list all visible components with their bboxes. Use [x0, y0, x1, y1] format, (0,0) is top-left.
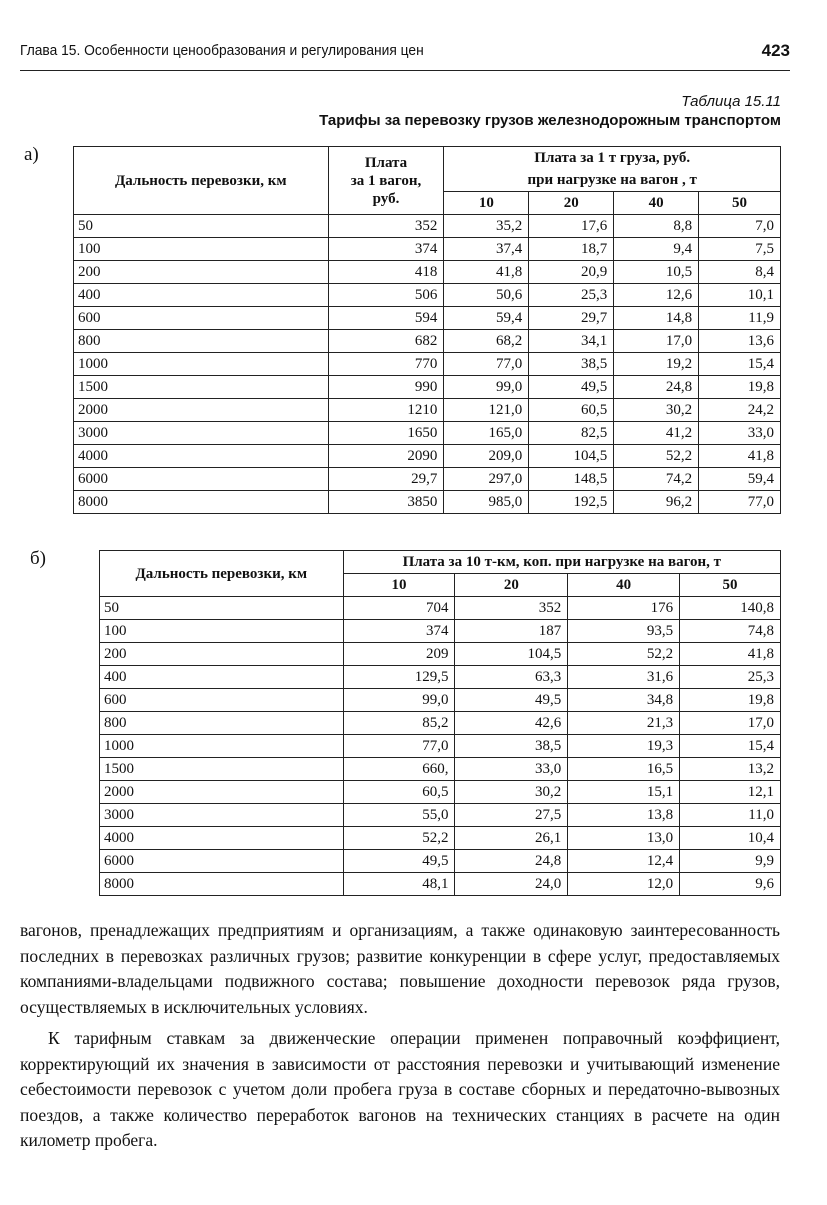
table-a-header-ton-line2: при нагрузке на вагон , т [444, 169, 781, 192]
table-b [99, 550, 781, 896]
table-cell-value: 594 [328, 307, 444, 330]
table-cell-value: 29,7 [328, 468, 444, 491]
table-cell-value: 27,5 [455, 804, 568, 827]
table-a-header-wagon-line2: за 1 вагон, [350, 172, 422, 189]
table-cell-distance: 8000 [100, 873, 344, 896]
table-cell-value: 15,4 [680, 735, 781, 758]
table-cell-value: 8,8 [614, 215, 699, 238]
table-cell-distance: 6000 [100, 850, 344, 873]
body-text [20, 918, 780, 1154]
table-cell-value: 96,2 [614, 491, 699, 514]
table-cell-distance: 600 [100, 689, 344, 712]
table-row [74, 491, 781, 514]
table-cell-distance: 4000 [100, 827, 344, 850]
table-cell-value: 9,6 [680, 873, 781, 896]
chapter-title: Глава 15. Особенности ценообразования и регулирования цен [20, 42, 424, 59]
table-cell-value: 41,8 [444, 261, 529, 284]
table-row [100, 735, 781, 758]
table-cell-value: 68,2 [444, 330, 529, 353]
table-cell-distance: 400 [100, 666, 344, 689]
table-cell-value: 29,7 [529, 307, 614, 330]
table-cell-value: 35,2 [444, 215, 529, 238]
table-cell-value: 985,0 [444, 491, 529, 514]
table-row [74, 330, 781, 353]
table-cell-value: 209 [343, 643, 455, 666]
table-cell-value: 10,4 [680, 827, 781, 850]
table-cell-value: 14,8 [614, 307, 699, 330]
table-cell-value: 17,0 [680, 712, 781, 735]
table-cell-distance: 400 [74, 284, 329, 307]
table-cell-value: 33,0 [699, 422, 781, 445]
table-cell-distance: 3000 [74, 422, 329, 445]
page-number: 423 [761, 41, 790, 60]
table-cell-value: 1650 [328, 422, 444, 445]
table-cell-value: 74,8 [680, 620, 781, 643]
table-cell-value: 12,6 [614, 284, 699, 307]
table-b-marker: б) [30, 548, 46, 569]
table-a-load-50: 50 [699, 192, 781, 215]
table-cell-value: 18,7 [529, 238, 614, 261]
table-cell-value: 41,8 [699, 445, 781, 468]
table-a-header-wagon [328, 147, 444, 215]
table-a-body [74, 215, 781, 514]
table-cell-value: 129,5 [343, 666, 455, 689]
table-cell-distance: 1500 [74, 376, 329, 399]
table-cell-value: 49,5 [343, 850, 455, 873]
table-row [100, 850, 781, 873]
table-cell-value: 99,0 [444, 376, 529, 399]
table-row [74, 445, 781, 468]
table-title: Тарифы за перевозку грузов железнодорожным транспортом [319, 112, 781, 129]
table-cell-value: 10,5 [614, 261, 699, 284]
table-cell-value: 59,4 [699, 468, 781, 491]
table-cell-value: 704 [343, 597, 455, 620]
table-cell-value: 374 [328, 238, 444, 261]
table-cell-distance: 2000 [100, 781, 344, 804]
table-cell-value: 104,5 [455, 643, 568, 666]
table-b-header-distance: Дальность перевозки, км [100, 551, 344, 597]
table-cell-value: 30,2 [455, 781, 568, 804]
table-row [100, 804, 781, 827]
table-row [100, 620, 781, 643]
table-cell-value: 63,3 [455, 666, 568, 689]
table-cell-value: 13,8 [568, 804, 680, 827]
table-cell-value: 37,4 [444, 238, 529, 261]
table-cell-value: 60,5 [343, 781, 455, 804]
table-cell-value: 38,5 [455, 735, 568, 758]
table-cell-distance: 1000 [74, 353, 329, 376]
table-cell-value: 25,3 [680, 666, 781, 689]
table-cell-value: 49,5 [455, 689, 568, 712]
table-cell-value: 52,2 [343, 827, 455, 850]
table-row [74, 376, 781, 399]
table-cell-value: 26,1 [455, 827, 568, 850]
table-cell-value: 49,5 [529, 376, 614, 399]
table-b-load-10: 10 [343, 574, 455, 597]
table-row [100, 758, 781, 781]
table-cell-value: 660, [343, 758, 455, 781]
table-row [74, 215, 781, 238]
table-cell-value: 121,0 [444, 399, 529, 422]
table-cell-value: 682 [328, 330, 444, 353]
table-cell-value: 352 [455, 597, 568, 620]
table-cell-value: 7,0 [699, 215, 781, 238]
table-cell-value: 15,4 [699, 353, 781, 376]
table-cell-value: 50,6 [444, 284, 529, 307]
table-cell-distance: 600 [74, 307, 329, 330]
table-b-load-20: 20 [455, 574, 568, 597]
table-cell-value: 10,1 [699, 284, 781, 307]
table-number: Таблица 15.11 [681, 93, 781, 110]
table-cell-value: 60,5 [529, 399, 614, 422]
table-cell-value: 77,0 [444, 353, 529, 376]
table-row [74, 284, 781, 307]
table-cell-value: 19,3 [568, 735, 680, 758]
table-cell-value: 34,8 [568, 689, 680, 712]
table-cell-value: 19,8 [699, 376, 781, 399]
table-cell-value: 52,2 [568, 643, 680, 666]
table-cell-value: 104,5 [529, 445, 614, 468]
table-a-load-20: 20 [529, 192, 614, 215]
paragraph-2: К тарифным ставкам за движенческие операции применен поправочный коэффициент, корректирующий их значения в зависимости от расстояния перевозки и учитывающий изменение себестоимости перевозок с учетом доли пробега груза в составе сборных и передаточно-вывозных поездов, а также количество переработок вагонов на технических станциях в расчете на один километр пробега. [20, 1028, 780, 1150]
table-a-header-ton-line1: Плата за 1 т груза, руб. [444, 147, 781, 170]
table-b-header-tkm: Плата за 10 т-км, коп. при нагрузке на вагон, т [343, 551, 780, 574]
table-a-header-wagon-line1: Плата [364, 154, 408, 171]
table-cell-value: 41,2 [614, 422, 699, 445]
table-cell-value: 165,0 [444, 422, 529, 445]
table-cell-distance: 50 [74, 215, 329, 238]
table-row [100, 689, 781, 712]
table-cell-value: 11,9 [699, 307, 781, 330]
table-cell-distance: 200 [100, 643, 344, 666]
table-cell-distance: 3000 [100, 804, 344, 827]
table-cell-value: 16,5 [568, 758, 680, 781]
table-cell-distance: 50 [100, 597, 344, 620]
table-cell-value: 8,4 [699, 261, 781, 284]
table-row [100, 827, 781, 850]
table-row [74, 238, 781, 261]
table-cell-value: 418 [328, 261, 444, 284]
table-cell-value: 42,6 [455, 712, 568, 735]
table-cell-distance: 800 [100, 712, 344, 735]
table-cell-distance: 1000 [100, 735, 344, 758]
table-cell-value: 24,8 [455, 850, 568, 873]
table-cell-value: 52,2 [614, 445, 699, 468]
table-cell-value: 187 [455, 620, 568, 643]
table-cell-distance: 100 [74, 238, 329, 261]
paragraph-1: вагонов, пренадлежащих предприятиям и организациям, а также одинаковую заинтересованность последних в перевозках различных грузов; развитие конкуренции в сфере услуг, предоставляемых компаниями-владельцами подвижного состава; повышение доходности перевозок ряда грузов, осуществляемых в исключительных условиях. [20, 920, 780, 1017]
table-cell-value: 297,0 [444, 468, 529, 491]
table-cell-value: 13,0 [568, 827, 680, 850]
table-cell-distance: 4000 [74, 445, 329, 468]
table-cell-value: 1210 [328, 399, 444, 422]
table-row [100, 712, 781, 735]
table-cell-value: 48,1 [343, 873, 455, 896]
table-cell-value: 9,4 [614, 238, 699, 261]
table-b-body [100, 597, 781, 896]
table-row [74, 422, 781, 445]
table-cell-value: 17,6 [529, 215, 614, 238]
table-row [74, 468, 781, 491]
table-cell-value: 11,0 [680, 804, 781, 827]
table-cell-distance: 800 [74, 330, 329, 353]
table-b-load-40: 40 [568, 574, 680, 597]
table-cell-value: 33,0 [455, 758, 568, 781]
table-cell-value: 13,2 [680, 758, 781, 781]
table-row [100, 666, 781, 689]
table-cell-value: 85,2 [343, 712, 455, 735]
table-cell-value: 12,4 [568, 850, 680, 873]
table-a [73, 146, 781, 514]
table-cell-value: 9,9 [680, 850, 781, 873]
table-cell-value: 192,5 [529, 491, 614, 514]
table-a-load-10: 10 [444, 192, 529, 215]
table-cell-value: 374 [343, 620, 455, 643]
table-cell-value: 34,1 [529, 330, 614, 353]
table-cell-distance: 100 [100, 620, 344, 643]
table-cell-value: 21,3 [568, 712, 680, 735]
table-cell-value: 25,3 [529, 284, 614, 307]
table-cell-value: 7,5 [699, 238, 781, 261]
table-cell-value: 20,9 [529, 261, 614, 284]
table-cell-value: 12,1 [680, 781, 781, 804]
table-cell-value: 148,5 [529, 468, 614, 491]
table-cell-value: 176 [568, 597, 680, 620]
table-cell-value: 24,0 [455, 873, 568, 896]
table-cell-value: 30,2 [614, 399, 699, 422]
table-caption [319, 92, 781, 130]
table-cell-distance: 2000 [74, 399, 329, 422]
table-cell-value: 19,2 [614, 353, 699, 376]
page-header [20, 42, 790, 71]
table-cell-value: 55,0 [343, 804, 455, 827]
table-cell-value: 77,0 [343, 735, 455, 758]
table-cell-value: 41,8 [680, 643, 781, 666]
table-cell-value: 990 [328, 376, 444, 399]
table-cell-value: 31,6 [568, 666, 680, 689]
table-cell-value: 13,6 [699, 330, 781, 353]
table-a-load-40: 40 [614, 192, 699, 215]
table-cell-distance: 1500 [100, 758, 344, 781]
table-cell-value: 140,8 [680, 597, 781, 620]
table-cell-value: 3850 [328, 491, 444, 514]
table-cell-value: 93,5 [568, 620, 680, 643]
table-cell-value: 59,4 [444, 307, 529, 330]
table-cell-value: 12,0 [568, 873, 680, 896]
table-cell-value: 99,0 [343, 689, 455, 712]
table-row [74, 261, 781, 284]
table-cell-value: 352 [328, 215, 444, 238]
table-cell-value: 74,2 [614, 468, 699, 491]
table-row [74, 353, 781, 376]
table-cell-distance: 6000 [74, 468, 329, 491]
table-row [100, 597, 781, 620]
table-cell-distance: 200 [74, 261, 329, 284]
table-a-header-distance: Дальность перевозки, км [74, 147, 329, 215]
table-row [100, 643, 781, 666]
table-cell-value: 24,8 [614, 376, 699, 399]
table-row [74, 399, 781, 422]
table-cell-value: 38,5 [529, 353, 614, 376]
table-b-load-50: 50 [680, 574, 781, 597]
table-cell-value: 17,0 [614, 330, 699, 353]
table-cell-value: 209,0 [444, 445, 529, 468]
table-cell-value: 82,5 [529, 422, 614, 445]
table-cell-value: 24,2 [699, 399, 781, 422]
table-row [74, 307, 781, 330]
table-cell-value: 770 [328, 353, 444, 376]
table-a-marker: а) [24, 144, 39, 165]
table-cell-distance: 8000 [74, 491, 329, 514]
table-row [100, 781, 781, 804]
table-cell-value: 2090 [328, 445, 444, 468]
table-cell-value: 19,8 [680, 689, 781, 712]
table-row [100, 873, 781, 896]
table-cell-value: 77,0 [699, 491, 781, 514]
table-a-header-wagon-line3: руб. [372, 190, 400, 207]
table-cell-value: 506 [328, 284, 444, 307]
table-cell-value: 15,1 [568, 781, 680, 804]
